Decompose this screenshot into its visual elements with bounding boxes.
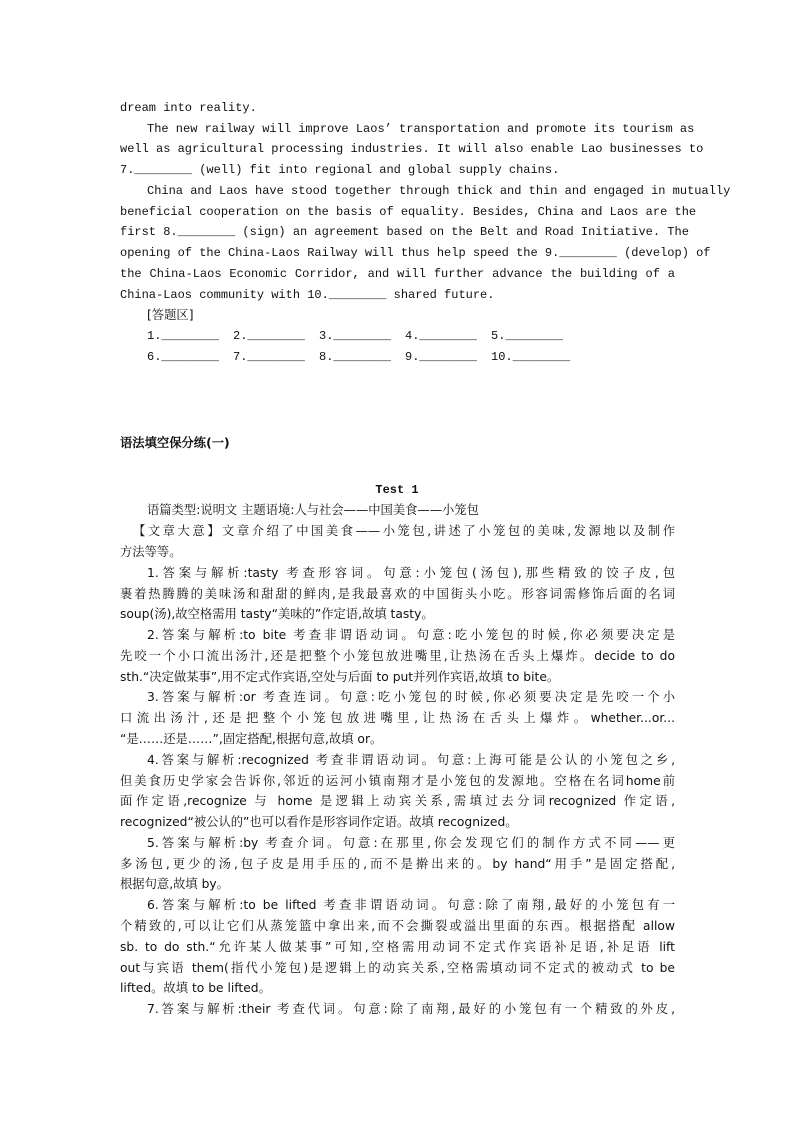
answer-line: sth.“决定做某事”,用不定式作宾语,空处与后面 to put并列作宾语,故填 to bite。	[120, 670, 560, 684]
passage-line: the China-Laos Economic Corridor, and will further advance the building of a	[120, 267, 675, 281]
passage-line: The new railway will improve Laos’ transportation and promote its tourism as	[147, 122, 695, 136]
answer-line: 面作定语,recognize 与 home 是逻辑上动宾关系,需填过去分词recognized 作定语,	[120, 794, 675, 808]
answer-blank: 3.________	[319, 329, 392, 343]
summary-line: 【文章大意】文章介绍了中国美食——小笼包,讲述了小笼包的美味,发源地以及制作	[133, 524, 675, 538]
answer-blank: 7.________	[233, 350, 306, 364]
answer-line: 裹着热腾腾的美味汤和甜甜的鲜肉,是我最喜欢的中国街头小吃。形容词需修饰后面的名词	[120, 587, 675, 601]
answer-line: “是……还是……”,固定搭配,根据句意,故填 or。	[120, 732, 383, 746]
answer-line: 2.答案与解析:to bite 考查非谓语动词。句意:吃小笼包的时候,你必须要决定是	[147, 628, 675, 642]
passage-line: 7.________ (well) fit into regional and global supply chains.	[120, 163, 560, 177]
answer-line: out与宾语 them(指代小笼包)是逻辑上的动宾关系,空格需填动词不定式的被动式 to be	[120, 961, 675, 975]
answer-area-label: [答题区]	[147, 308, 194, 322]
answer-blank: 4.________	[405, 329, 478, 343]
answer-blank: 8.________	[319, 350, 392, 364]
passage-line: China-Laos community with 10.________ shared future.	[120, 288, 495, 302]
answer-row-2	[147, 347, 577, 367]
answer-line: 3.答案与解析:or 考查连词。句意:吃小笼包的时候,你必须要决定是先咬一个小	[147, 690, 675, 704]
passage-line: dream into reality.	[120, 101, 257, 115]
answer-blank: 2.________	[233, 329, 306, 343]
answer-line: 先咬一个小口流出汤汁,还是把整个小笼包放进嘴里,让热汤在舌头上爆炸。decide to do	[120, 649, 675, 663]
answer-line: 4.答案与解析:recognized 考查非谓语动词。句意:上海可能是公认的小笼包之乡,	[147, 753, 675, 767]
answer-line: 根据句意,故填 by。	[120, 877, 229, 891]
passage-line: well as agricultural processing industries. It will also enable Lao businesses to	[120, 142, 704, 156]
answer-line: 1.答案与解析:tasty 考查形容词。句意:小笼包(汤包),那些精致的饺子皮,包	[147, 566, 675, 580]
answer-line: 多汤包,更少的汤,包子皮是用手压的,而不是擀出来的。by hand“用手”是固定搭配,	[120, 857, 675, 871]
passage-line: first 8.________ (sign) an agreement based on the Belt and Road Initiative. The	[120, 225, 689, 239]
answer-blank: 6.________	[147, 350, 220, 364]
answer-line: sb. to do sth.“允许某人做某事”可知,空格需用动词不定式作宾语补足语,补足语 lift	[120, 940, 675, 954]
answer-blank: 1.________	[147, 329, 220, 343]
answer-line: 6.答案与解析:to be lifted 考查非谓语动词。句意:除了南翔,最好的小笼包有一	[147, 898, 675, 912]
passage-line: opening of the China-Laos Railway will thus help speed the 9.________ (develop) of	[120, 246, 711, 260]
answer-line: 5.答案与解析:by 考查介词。句意:在那里,你会发现它们的制作方式不同——更	[147, 836, 675, 850]
answer-line: soup(汤),故空格需用 tasty“美味的”作定语,故填 tasty。	[120, 607, 434, 621]
answer-line: lifted。故填 to be lifted。	[120, 981, 271, 995]
answer-line: 个精致的,可以让它们从蒸笼篮中拿出来,而不会撕裂或溢出里面的东西。根据搭配 allow	[120, 919, 675, 933]
answer-line: 7.答案与解析:their 考查代词。句意:除了南翔,最好的小笼包有一个精致的外皮,	[147, 1002, 675, 1016]
answer-line: 但美食历史学家会告诉你,邻近的运河小镇南翔才是小笼包的发源地。空格在名词home前	[120, 774, 675, 788]
section-title: 语法填空保分练(一)	[120, 436, 230, 450]
answer-blank: 5.________	[491, 329, 564, 343]
answer-line: recognized“被公认的”也可以看作是形容词作定语。故填 recognized。	[120, 815, 518, 829]
answer-line: 口流出汤汁,还是把整个小笼包放进嘴里,让热汤在舌头上爆炸。whether...or...	[120, 711, 675, 725]
answer-blank: 9.________	[405, 350, 478, 364]
genre-line: 语篇类型:说明文 主题语境:人与社会——中国美食——小笼包	[147, 503, 479, 517]
answer-blank: 10.________	[491, 350, 571, 364]
answer-row-1	[147, 326, 577, 346]
passage-line: beneficial cooperation on the basis of equality. Besides, China and Laos are the	[120, 205, 697, 219]
test-title: Test 1	[375, 483, 419, 497]
passage-line: China and Laos have stood together through thick and thin and engaged in mutually	[147, 184, 731, 198]
summary-line: 方法等等。	[120, 545, 182, 559]
